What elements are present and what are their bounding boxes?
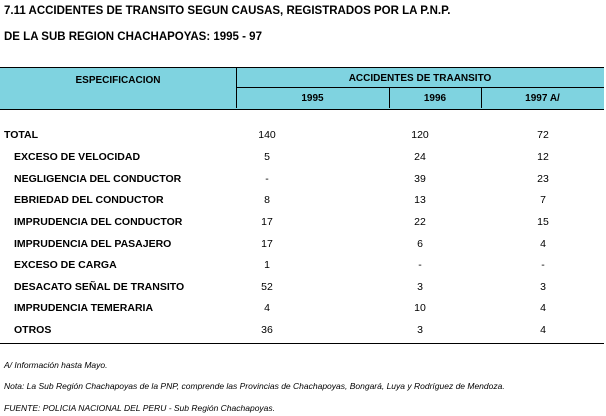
row-label: IMPRUDENCIA TEMERARIA	[14, 302, 154, 314]
value-1996: 3	[417, 324, 423, 336]
value-1997: 4	[540, 238, 546, 250]
row-label: TOTAL	[4, 129, 39, 141]
header-year-1996: 1996	[423, 93, 447, 104]
value-1996: 6	[417, 238, 423, 250]
row-label: DESACATO SEÑAL DE TRANSITO	[14, 281, 185, 293]
table-title-line-1: 7.11 ACCIDENTES DE TRANSITO SEGUN CAUSAS, REGISTRADOS POR LA P.N.P.	[4, 5, 451, 17]
row-label: IMPRUDENCIA DEL CONDUCTOR	[14, 216, 183, 228]
value-1996: 24	[414, 151, 426, 163]
table-row	[0, 194, 604, 210]
value-1997: 7	[540, 194, 546, 206]
table-header	[0, 67, 604, 110]
value-1995: 17	[261, 238, 273, 250]
table-row	[0, 302, 604, 318]
value-1995: 8	[264, 194, 270, 206]
row-label: EXCESO DE CARGA	[14, 259, 117, 271]
value-1995: -	[265, 173, 269, 185]
footnote-source: FUENTE: POLICIA NACIONAL DEL PERU - Sub Región Chachapoyas.	[4, 403, 276, 413]
header-specification: ESPECIFICACION	[75, 75, 161, 86]
value-1997: 23	[537, 173, 549, 185]
table-row	[0, 281, 604, 297]
value-1997: 15	[537, 216, 549, 228]
value-1997: -	[541, 259, 545, 271]
value-1997: 4	[540, 302, 546, 314]
table-row-total	[0, 129, 604, 145]
row-label: NEGLIGENCIA DEL CONDUCTOR	[14, 173, 182, 185]
value-1995: 1	[264, 259, 270, 271]
value-1996: 22	[414, 216, 426, 228]
value-1996: 120	[411, 129, 429, 141]
value-1997: 4	[540, 324, 546, 336]
value-1997: 72	[537, 129, 549, 141]
value-1995: 17	[261, 216, 273, 228]
value-1996: 10	[414, 302, 426, 314]
row-label: EXCESO DE VELOCIDAD	[14, 151, 141, 163]
value-1996: 13	[414, 194, 426, 206]
value-1997: 3	[540, 281, 546, 293]
footnote-nota: Nota: La Sub Región Chachapoyas de la PNP, comprende las Provincias de Chachapoyas, Bongará, Luya y Rodríguez de Mendoza.	[4, 381, 505, 391]
table-row	[0, 324, 604, 340]
value-1996: 39	[414, 173, 426, 185]
value-1995: 5	[264, 151, 270, 163]
value-1996: 3	[417, 281, 423, 293]
row-label: EBRIEDAD DEL CONDUCTOR	[14, 194, 164, 206]
table-row	[0, 259, 604, 275]
table-row	[0, 173, 604, 189]
header-group-underline	[236, 87, 604, 88]
table-row	[0, 151, 604, 167]
row-label: IMPRUDENCIA DEL PASAJERO	[14, 238, 172, 250]
value-1997: 12	[537, 151, 549, 163]
header-year-1997: 1997 A/	[525, 93, 560, 104]
footnote-a: A/ Información hasta Mayo.	[4, 360, 108, 370]
value-1995: 52	[261, 281, 273, 293]
header-year-1995: 1995	[301, 93, 324, 104]
table-bottom-rule	[0, 343, 604, 344]
value-1995: 4	[264, 302, 270, 314]
value-1996: -	[418, 259, 422, 271]
table-row	[0, 238, 604, 254]
row-label: OTROS	[14, 324, 52, 336]
table-title-line-2: DE LA SUB REGION CHACHAPOYAS: 1995 - 97	[4, 31, 262, 43]
value-1995: 36	[261, 324, 273, 336]
value-1995: 140	[258, 129, 276, 141]
header-accidents-group: ACCIDENTES DE TRAANSITO	[348, 73, 492, 84]
table-row	[0, 216, 604, 232]
